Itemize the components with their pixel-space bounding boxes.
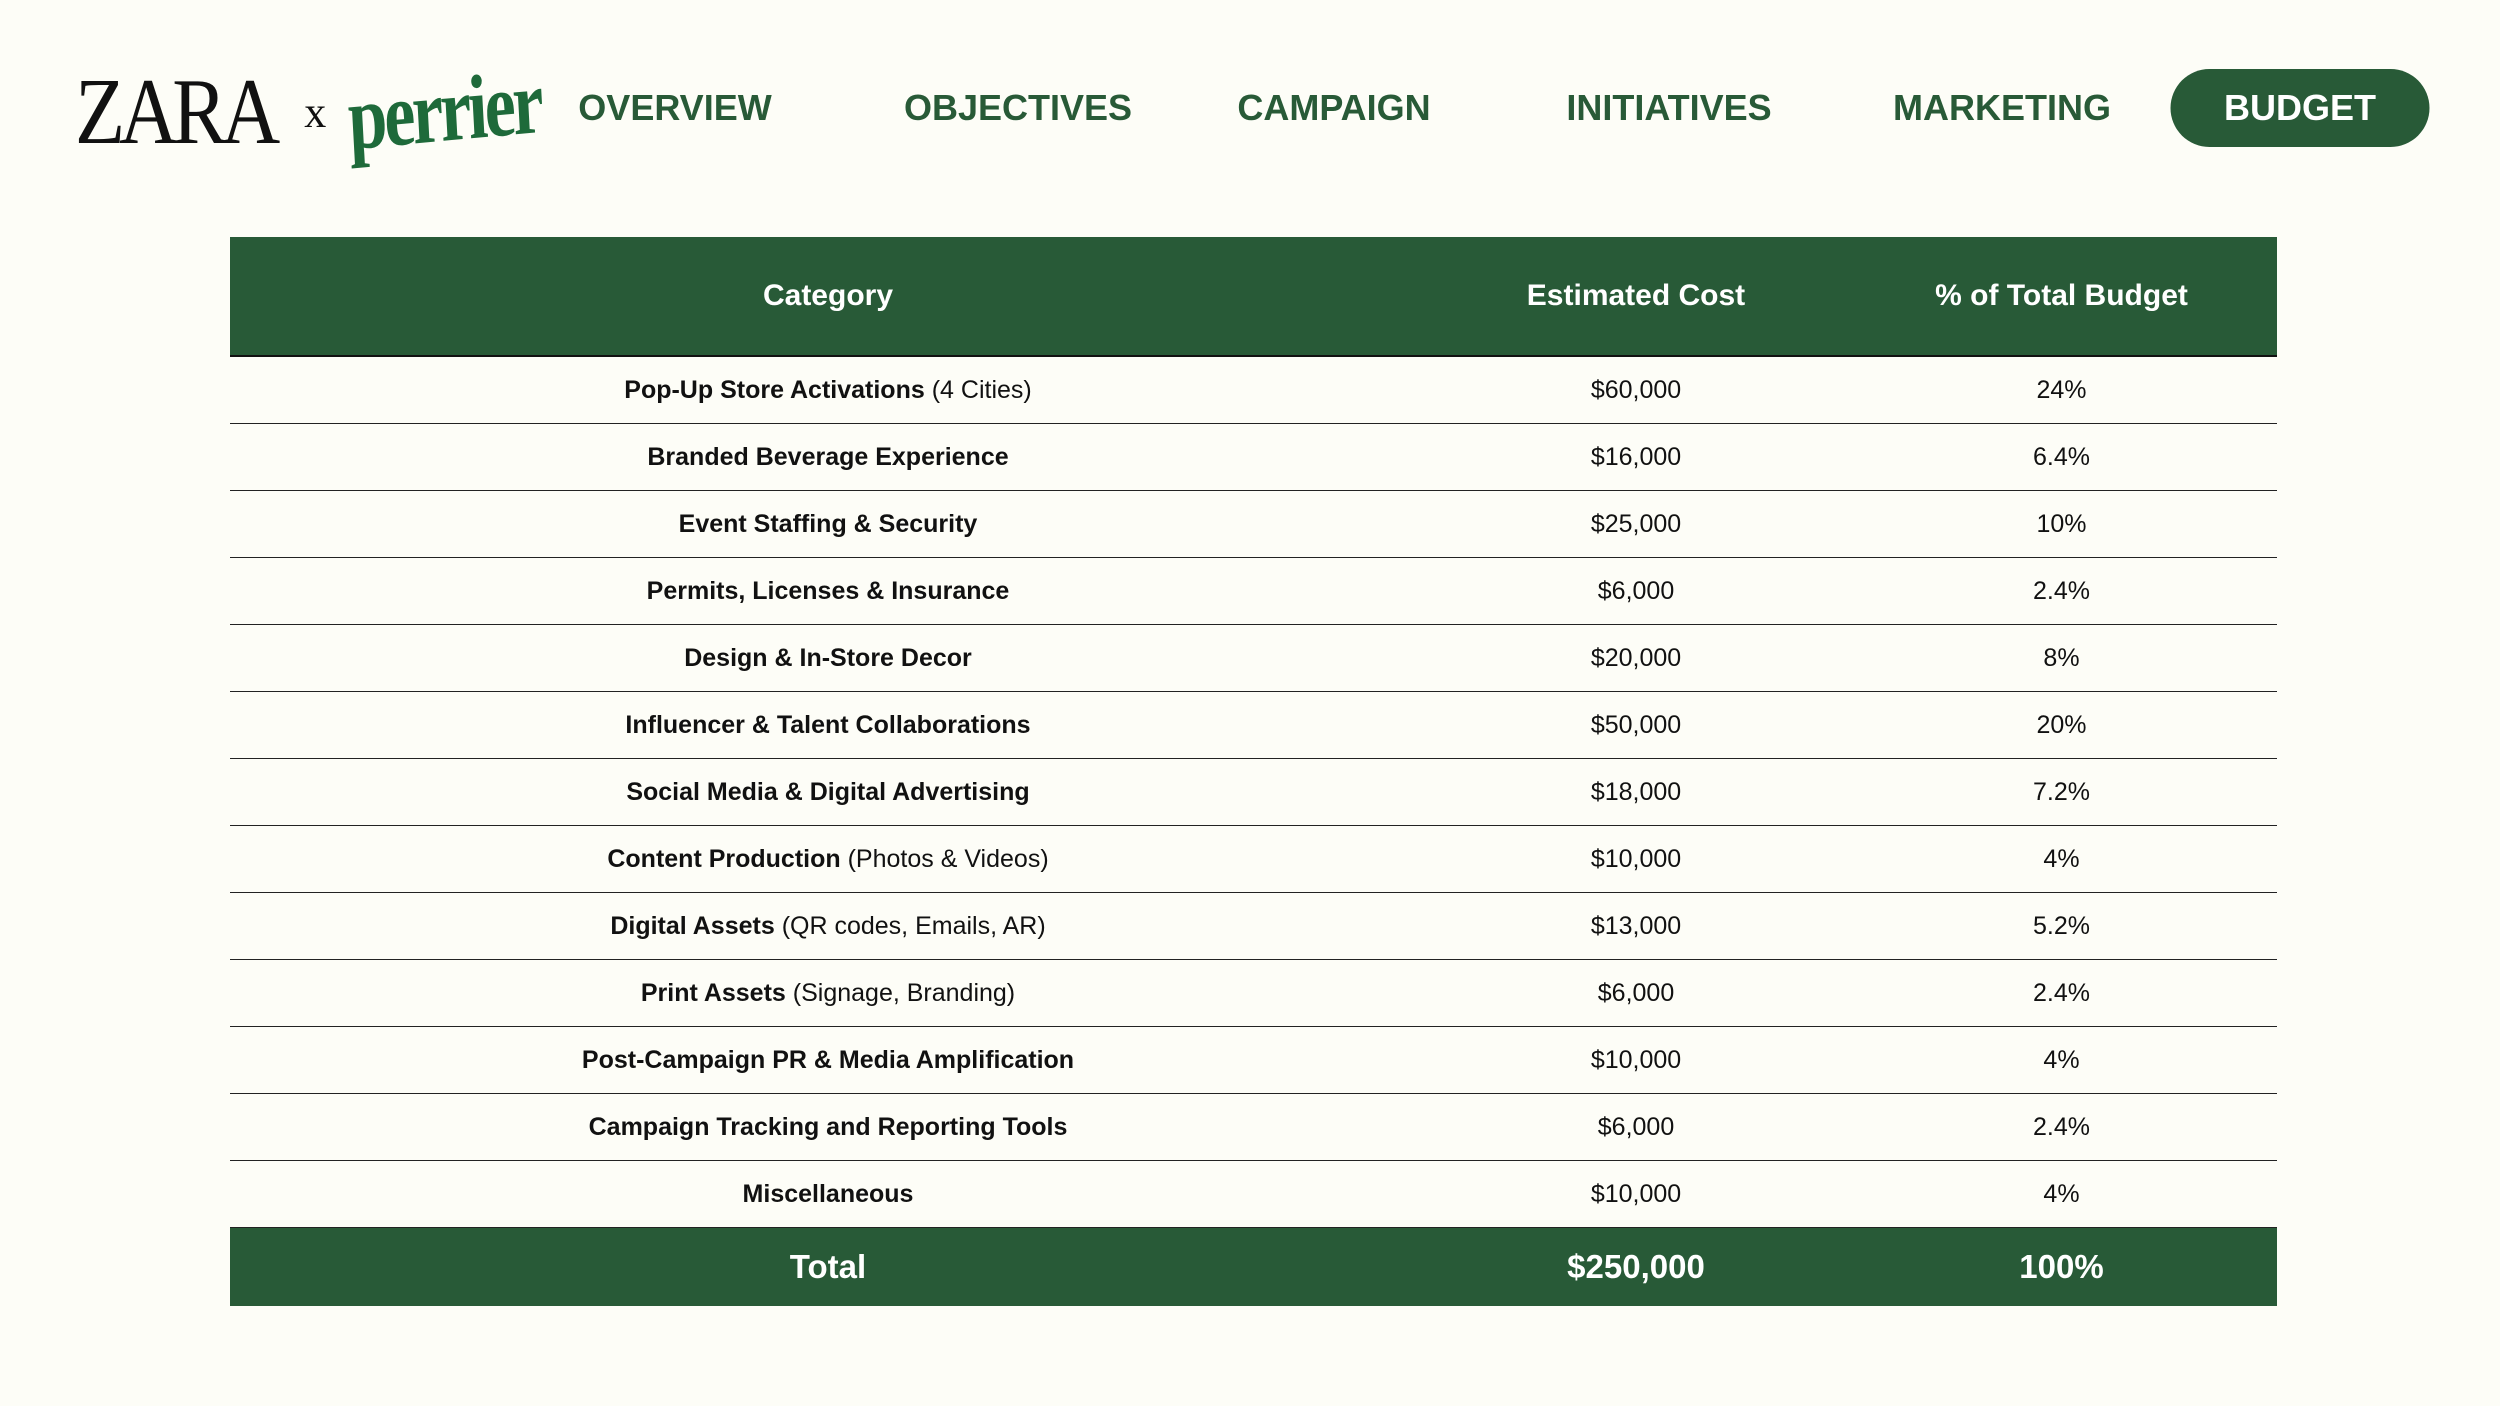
table-row bbox=[230, 625, 2277, 692]
nav-initiatives[interactable]: INITIATIVES bbox=[1566, 87, 1772, 128]
table-row bbox=[230, 960, 2277, 1027]
cost-cell: $6,000 bbox=[1426, 960, 1846, 1027]
category-cell bbox=[230, 491, 1426, 558]
category-cell bbox=[230, 625, 1426, 692]
percent-cell: 4% bbox=[1846, 1161, 2277, 1228]
cost-cell: $18,000 bbox=[1426, 759, 1846, 826]
category-cell bbox=[230, 826, 1426, 893]
category-cell bbox=[230, 692, 1426, 759]
table-header-row bbox=[230, 237, 2277, 356]
category-cell bbox=[230, 356, 1426, 424]
category-cell bbox=[230, 759, 1426, 826]
category-name: Campaign Tracking and Reporting Tools bbox=[588, 1112, 1068, 1141]
category-name: Social Media & Digital Advertising bbox=[626, 777, 1030, 806]
cost-cell: $10,000 bbox=[1426, 1027, 1846, 1094]
total-label: Total bbox=[230, 1228, 1426, 1307]
category-note: (4 Cities) bbox=[924, 375, 1032, 404]
budget-table bbox=[230, 237, 2277, 1306]
logo-separator: x bbox=[304, 87, 327, 137]
table-row bbox=[230, 558, 2277, 625]
table-row bbox=[230, 1094, 2277, 1161]
category-name: Post-Campaign PR & Media Amplification bbox=[581, 1045, 1075, 1074]
percent-cell: 2.4% bbox=[1846, 960, 2277, 1027]
category-cell bbox=[230, 424, 1426, 491]
zara-logo: ZARA bbox=[75, 59, 275, 164]
table-row bbox=[230, 356, 2277, 424]
category-cell bbox=[230, 1161, 1426, 1228]
category-name: Branded Beverage Experience bbox=[647, 442, 1009, 471]
table-row bbox=[230, 424, 2277, 491]
percent-cell: 10% bbox=[1846, 491, 2277, 558]
cost-cell: $13,000 bbox=[1426, 893, 1846, 960]
header-category: Category bbox=[230, 237, 1426, 356]
cost-cell: $6,000 bbox=[1426, 558, 1846, 625]
percent-cell: 6.4% bbox=[1846, 424, 2277, 491]
percent-cell: 4% bbox=[1846, 1027, 2277, 1094]
percent-cell: 8% bbox=[1846, 625, 2277, 692]
category-cell bbox=[230, 893, 1426, 960]
perrier-logo: perrier bbox=[345, 52, 544, 171]
percent-cell: 7.2% bbox=[1846, 759, 2277, 826]
percent-cell: 2.4% bbox=[1846, 1094, 2277, 1161]
cost-cell: $10,000 bbox=[1426, 1161, 1846, 1228]
category-cell bbox=[230, 960, 1426, 1027]
cost-cell: $16,000 bbox=[1426, 424, 1846, 491]
category-name: Digital Assets bbox=[610, 911, 775, 940]
cost-cell: $50,000 bbox=[1426, 692, 1846, 759]
category-name: Permits, Licenses & Insurance bbox=[646, 576, 1010, 605]
percent-cell: 4% bbox=[1846, 826, 2277, 893]
category-cell bbox=[230, 1094, 1426, 1161]
nav-budget[interactable]: BUDGET bbox=[2171, 69, 2430, 147]
total-percent: 100% bbox=[1846, 1228, 2277, 1307]
percent-cell: 24% bbox=[1846, 356, 2277, 424]
percent-cell: 5.2% bbox=[1846, 893, 2277, 960]
table-row bbox=[230, 893, 2277, 960]
nav-marketing[interactable]: MARKETING bbox=[1893, 87, 2111, 128]
category-name: Miscellaneous bbox=[742, 1179, 914, 1208]
category-name: Print Assets bbox=[640, 978, 786, 1007]
table-row bbox=[230, 759, 2277, 826]
nav-campaign[interactable]: CAMPAIGN bbox=[1237, 87, 1431, 128]
header-percent-of-total: % of Total Budget bbox=[1846, 237, 2277, 356]
nav-objectives[interactable]: OBJECTIVES bbox=[903, 87, 1133, 128]
category-name: Event Staffing & Security bbox=[678, 509, 978, 538]
category-cell bbox=[230, 1027, 1426, 1094]
category-note: (Photos & Videos) bbox=[840, 844, 1049, 873]
total-row bbox=[230, 1228, 2277, 1307]
total-cost: $250,000 bbox=[1426, 1228, 1846, 1307]
table-row bbox=[230, 826, 2277, 893]
category-name: Design & In-Store Decor bbox=[684, 643, 972, 672]
table-row bbox=[230, 491, 2277, 558]
cost-cell: $25,000 bbox=[1426, 491, 1846, 558]
header-estimated-cost: Estimated Cost bbox=[1426, 237, 1846, 356]
category-cell bbox=[230, 558, 1426, 625]
category-note: (QR codes, Emails, AR) bbox=[774, 911, 1046, 940]
category-name: Influencer & Talent Collaborations bbox=[625, 710, 1031, 739]
cost-cell: $20,000 bbox=[1426, 625, 1846, 692]
category-note: (Signage, Branding) bbox=[785, 978, 1016, 1007]
cost-cell: $10,000 bbox=[1426, 826, 1846, 893]
table-row bbox=[230, 1161, 2277, 1228]
percent-cell: 20% bbox=[1846, 692, 2277, 759]
percent-cell: 2.4% bbox=[1846, 558, 2277, 625]
cost-cell: $6,000 bbox=[1426, 1094, 1846, 1161]
table-row bbox=[230, 1027, 2277, 1094]
table-row bbox=[230, 692, 2277, 759]
category-name: Pop-Up Store Activations bbox=[624, 375, 925, 404]
cost-cell: $60,000 bbox=[1426, 356, 1846, 424]
category-name: Content Production bbox=[607, 844, 841, 873]
brand-logo bbox=[75, 52, 544, 171]
nav-overview[interactable]: OVERVIEW bbox=[578, 87, 772, 128]
